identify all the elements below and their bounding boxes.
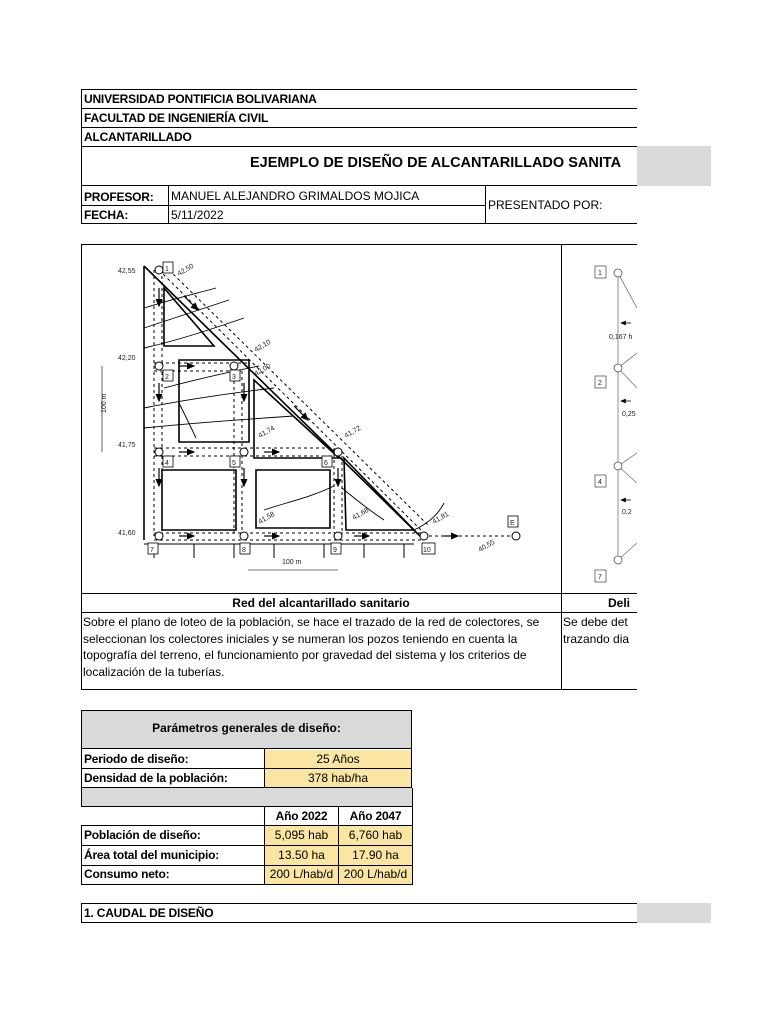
professor-label: PROFESOR:: [84, 190, 154, 204]
contour-label: 42,10: [253, 338, 273, 354]
figure-caption-left: Red del alcantarillado sanitario: [232, 596, 410, 610]
node-7-label: 7: [150, 547, 154, 554]
figure-description-right: Se debe det trazando dia: [563, 615, 630, 646]
university-name: UNIVERSIDAD PONTIFICIA BOLIVARIANA: [84, 92, 317, 106]
elevation-label: 41,60: [118, 530, 136, 537]
params-title: Parámetros generales de diseño:: [152, 721, 341, 735]
area-2022: 13.50 ha: [278, 848, 325, 862]
figure-caption-right: Deli: [608, 596, 631, 610]
period-label: Periodo de diseño:: [84, 752, 189, 766]
node-7-label: 7: [598, 574, 602, 581]
area-label: Área total del municipio:: [84, 848, 220, 862]
node-10-label: 10: [423, 547, 431, 554]
area-2047: 17.90 ha: [352, 848, 399, 862]
dimension-label: 100 m: [101, 393, 108, 413]
population-label: Población de diseño:: [84, 828, 201, 842]
node-2-label: 2: [598, 380, 602, 387]
drainage-areas-diagram: [565, 248, 637, 588]
contour-label: 41,68: [351, 506, 371, 522]
contour-label: 42,00: [253, 362, 273, 378]
page-title: EJEMPLO DE DISEÑO DE ALCANTARILLADO SANITA: [250, 155, 622, 171]
node-9-label: 9: [333, 547, 337, 554]
period-value: 25 Años: [316, 752, 360, 766]
elevation-label: 42,20: [118, 355, 136, 362]
contour-label: 40,55: [477, 538, 497, 554]
node-4-label: 4: [165, 460, 169, 467]
population-2022: 5,095 hab: [274, 828, 329, 842]
section-band-overflow: [637, 903, 711, 923]
section-title: 1. CAUDAL DE DISEÑO: [84, 906, 214, 920]
date-label: FECHA:: [84, 208, 129, 222]
node-1-label: 1: [598, 270, 602, 277]
node-2-label: 2: [165, 374, 169, 381]
title-band-overflow: [637, 146, 711, 186]
node-3-label: 3: [232, 374, 236, 381]
faculty-name: FACULTAD DE INGENIERÍA CIVIL: [84, 111, 269, 125]
year-header-2022: Año 2022: [275, 809, 328, 823]
area-label: 0,2: [622, 509, 632, 516]
density-value: 378 hab/ha: [307, 771, 369, 785]
node-8-label: 8: [242, 547, 246, 554]
node-5-label: 5: [232, 460, 236, 467]
contour-label: 41,58: [257, 510, 277, 526]
node-e-label: E: [510, 520, 515, 527]
density-label: Densidad de la población:: [84, 771, 228, 785]
professor-value: MANUEL ALEJANDRO GRIMALDOS MOJICA: [171, 189, 420, 203]
subject-name: ALCANTARILLADO: [84, 130, 192, 144]
area-label: 0,25: [622, 411, 636, 418]
year-header-2047: Año 2047: [349, 809, 402, 823]
params-spacer-row: [81, 788, 413, 806]
consumption-2047: 200 L/hab/d: [343, 867, 408, 881]
contour-label: 42,50: [176, 262, 196, 278]
contour-label: 41,81: [431, 510, 451, 526]
elevation-label: 41,75: [118, 442, 136, 449]
consumption-label: Consumo neto:: [84, 867, 170, 881]
presented-by-label: PRESENTADO POR:: [488, 198, 603, 212]
consumption-2022: 200 L/hab/d: [269, 867, 334, 881]
contour-label: 41,74: [257, 424, 277, 440]
date-value: 5/11/2022: [171, 208, 224, 222]
node-1-label: 1: [165, 266, 169, 273]
figure-description-left: Sobre el plano de loteo de la población, se hace el trazado de la red de colectores, se seleccionan los colectores iniciales y se numeran los pozos teniendo en cuenta la topografía del terreno, el funcionamiento por gravedad del sistema y los criterios de localización de la tuberías.: [83, 615, 540, 679]
elevation-label: 42,55: [118, 268, 136, 275]
dimension-label: 100 m: [282, 559, 302, 566]
contour-label: 41,72: [343, 424, 363, 440]
node-6-label: 6: [324, 460, 328, 467]
population-2047: 6,760 hab: [348, 828, 403, 842]
sewer-network-diagram: [84, 248, 558, 588]
area-label: 0,167 h: [609, 334, 633, 341]
node-4-label: 4: [598, 479, 602, 486]
